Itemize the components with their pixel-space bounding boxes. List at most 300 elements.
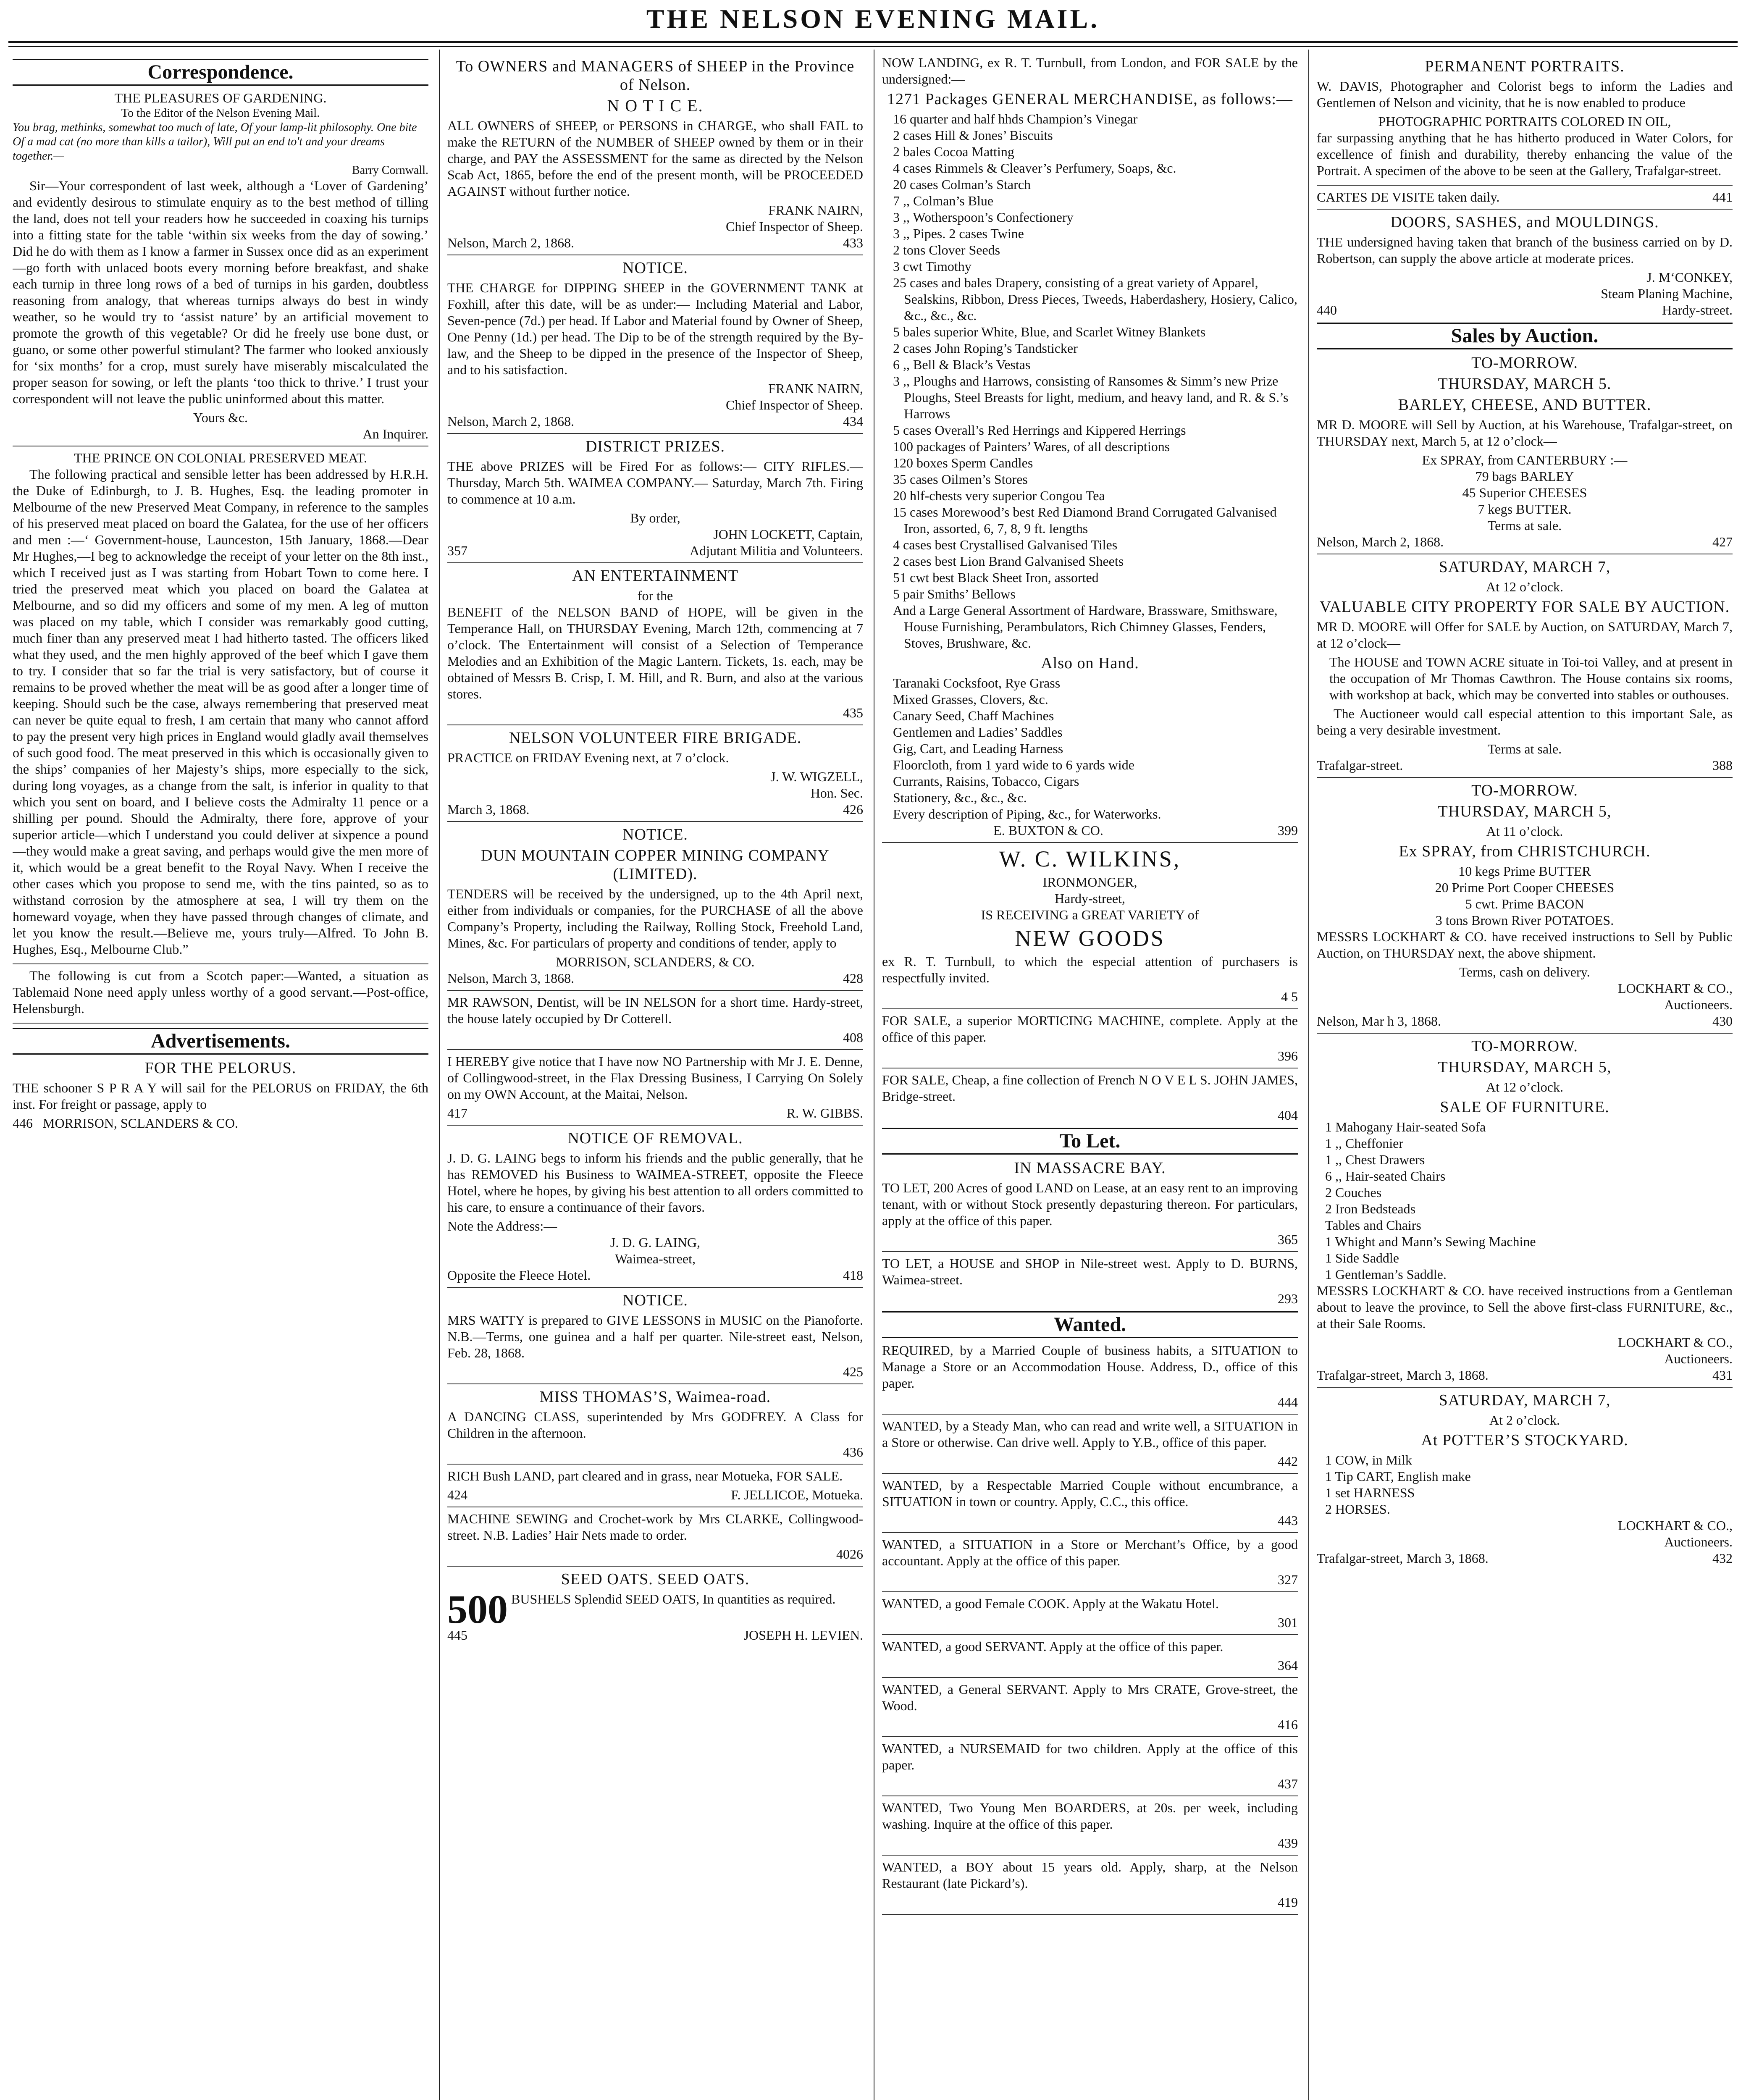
ad-signature: LOCKHART & CO., [1617, 981, 1733, 996]
ad-footer [447, 801, 863, 818]
dip-notice [447, 259, 863, 434]
gibbs-ad [447, 1053, 863, 1126]
list-item: 20 hlf-chests very superior Congou Tea [893, 488, 1105, 503]
auction-barley [1317, 354, 1733, 554]
wanted-ad [882, 1536, 1298, 1592]
ad-heading: DISTRICT PRIZES. [585, 438, 725, 455]
ad-body: I HEREBY give notice that I have now NO Partnership with Mr J. E. Denne, of Collingwood-street, in the Flax Dressing Business, I Carrying On Solely on my OWN Account, at the Maitai, Nelson. [447, 1054, 863, 1102]
ad-body: WANTED, a good Female COOK. Apply at the Wakatu Hotel. [882, 1596, 1219, 1611]
ad-number: 428 [843, 971, 863, 986]
ad-signature-title: Auctioneers. [1664, 997, 1733, 1012]
ad-signature: LOCKHART & CO., [1617, 1335, 1733, 1350]
entertainment-ad [447, 567, 863, 725]
ad-number: 439 [1278, 1835, 1298, 1851]
mortice-ad [882, 1013, 1298, 1068]
cartes-ad [1317, 189, 1733, 210]
list-item: 2 tons Clover Seeds [893, 242, 1000, 257]
doors-ad [1317, 213, 1733, 318]
list-item: 20 Prime Port Cooper CHEESES [1435, 880, 1615, 895]
list-item: 1 Whight and Mann’s Sewing Machine [1325, 1234, 1536, 1249]
ad-body: BUSHELS Splendid SEED OATS, In quantities as required. [511, 1591, 836, 1606]
article-title: THE PRINCE ON COLONIAL PRESERVED MEAT. [74, 450, 367, 465]
ad-order: By order, [630, 510, 680, 525]
list-item: 1 Side Saddle [1325, 1250, 1399, 1265]
bush-land-ad [447, 1468, 863, 1507]
ad-number: 4 5 [1281, 989, 1298, 1004]
ad-heading: SEED OATS. SEED OATS. [561, 1570, 750, 1588]
auction-terms: Terms, cash on delivery. [1459, 964, 1590, 979]
auction-body: MESSRS LOCKHART & CO. have received instructions from a Gentleman about to leave the province, to Sell the above first-class FURNITURE, &c., at their Sale Rooms. [1317, 1283, 1733, 1331]
also-list [882, 675, 1298, 822]
list-item: 1 ,, Cheffonier [1325, 1136, 1404, 1151]
column-4 [1317, 55, 1733, 2100]
ad-body-2: ex R. T. Turnbull, to which the especial attention of purchasers is respectfully invited. [882, 954, 1298, 985]
ad-number: 418 [843, 1268, 863, 1283]
ad-heading: W. C. WILKINS, [999, 846, 1181, 872]
ad-number: 364 [1278, 1658, 1298, 1673]
ad-body-2: far surpassing anything that he has hitherto produced in Water Colors, for excellence of finish and durability, thereby enhancing the value of the Portrait. A specimen of the above to be seen at the Gallery, Trafalgar-street. [1317, 130, 1733, 178]
ad-big-number: 500 [447, 1587, 508, 1632]
ad-body: WANTED, by a Steady Man, who can read and write well, a SITUATION in a Store or otherwise. Can drive well. Apply to Y.B., office of this paper. [882, 1418, 1298, 1450]
ad-body: THE undersigned having taken that branch of the business carried on by D. Robertson, can supply the above article at moderate prices. [1317, 234, 1733, 266]
ad-heading: NOTICE. [622, 1292, 688, 1309]
list-item: 1 set HARNESS [1325, 1485, 1415, 1500]
ad-signature: FRANK NAIRN, [768, 381, 863, 396]
ad-footer [447, 235, 863, 251]
ad-number: 444 [1278, 1394, 1298, 1410]
ad-signature: JOHN LOCKETT, Captain, [713, 527, 863, 542]
ad-body: WANTED, a SITUATION in a Store or Merchant’s Office, by a good accountant. Apply at the office of this paper. [882, 1537, 1298, 1568]
list-item: 35 cases Oilmen’s Stores [893, 472, 1028, 487]
list-item: 3 tons Brown River POTATOES. [1435, 913, 1614, 928]
auction-when: TO-MORROW. [1471, 1037, 1578, 1055]
ad-date: Nelson, Mar h 3, 1868. [1317, 1013, 1441, 1029]
list-item: 5 cases Overall’s Red Herrings and Kippered Herrings [893, 423, 1186, 438]
ad-heading: IN MASSACRE BAY. [1014, 1159, 1166, 1177]
list-item: 1 Mahogany Hair-seated Sofa [1325, 1119, 1486, 1134]
auction-body: MESSRS LOCKHART & CO. have received instructions to Sell by Public Auction, on THURSDAY next, the above shipment. [1317, 929, 1733, 961]
list-item: 15 cases Morewood’s best Red Diamond Brand Corrugated Galvanised Iron, assorted, 6, 7, 8, 9 ft. lengths [893, 504, 1277, 536]
ad-number: 442 [1278, 1454, 1298, 1469]
letter-closing: Yours &c. [193, 410, 248, 425]
ad-body: A DANCING CLASS, superintended by Mrs GODFREY. A Class for Children in the afternoon. [447, 1409, 863, 1441]
ad-number: 430 [1712, 1013, 1733, 1029]
letter-signature: An Inquirer. [362, 426, 428, 441]
ad-number: 440 [1317, 302, 1337, 318]
list-item: 3 ,, Wotherspoon’s Confectionery [893, 210, 1074, 225]
ad-number: 293 [1278, 1291, 1298, 1306]
list-item: Canary Seed, Chaff Machines [893, 708, 1054, 723]
list-item: 100 packages of Painters’ Wares, of all descriptions [893, 439, 1170, 454]
ad-footer [447, 1627, 863, 1643]
ad-body: MRS WATTY is prepared to GIVE LESSONS in MUSIC on the Pianoforte. N.B.—Terms, one guinea and a half per quarter. Nile-street east, Nelson, Feb. 28, 1868. [447, 1312, 863, 1360]
ad-address-label: Note the Address:— [447, 1218, 557, 1234]
ad-date: Nelson, March 2, 1868. [1317, 534, 1444, 549]
ad-date: Nelson, March 2, 1868. [447, 414, 575, 429]
ad-number: 424 [447, 1487, 467, 1502]
ad-body: THE CHARGE for DIPPING SHEEP in the GOVERNMENT TANK at Foxhill, after this date, will be as under:— Including Material and Labor, Seven-pence (7d.) per head. If Labor and Material found by Owner of Sheep, One Penny (1d.) per head. The Dip to be of the strength required by the By-law, and the Sheep to be dipped in the presence of the Inspector of Sheep, and to his satisfaction. [447, 280, 863, 377]
ad-highlight: NEW GOODS [1015, 926, 1165, 951]
sewing-ad [447, 1511, 863, 1567]
ad-body: FOR SALE, Cheap, a fine collection of French N O V E L S. JOHN JAMES, Bridge-street. [882, 1072, 1298, 1104]
ad-street: Hardy-street, [1055, 891, 1125, 906]
list-item: 2 cases John Roping’s Tandsticker [893, 341, 1078, 356]
ad-number: 431 [1712, 1368, 1733, 1383]
list-item: 2 Couches [1325, 1185, 1382, 1200]
auction-heading: BARLEY, CHEESE, AND BUTTER. [1398, 396, 1651, 414]
ad-signature-title: Steam Planing Machine, [1601, 286, 1733, 301]
ad-body: FOR SALE, a superior MORTICING MACHINE, complete. Apply at the office of this paper. [882, 1013, 1298, 1045]
shop-ad [882, 1255, 1298, 1307]
column-3 [882, 55, 1298, 2100]
scotch-text: The following is cut from a Scotch paper:—Wanted, a situation as Tablemaid None need apply unless worthy of a good servant.—Post-office, Helensburgh. [13, 968, 428, 1016]
letter-addressee: To the Editor of the Nelson Evening Mail. [121, 107, 320, 120]
ad-signature-title: Adjutant Militia and Volunteers. [690, 543, 863, 558]
wanted-ad [882, 1418, 1298, 1474]
ad-body: MACHINE SEWING and Crochet-work by Mrs CLARKE, Collingwood-street. N.B. Ladies’ Hair Nets made to order. [447, 1511, 863, 1543]
merchandise-list [882, 111, 1298, 651]
ad-footer [1317, 534, 1733, 550]
ad-body: WANTED, a General SERVANT. Apply to Mrs CRATE, Grove-street, the Wood. [882, 1682, 1298, 1713]
list-item: 6 ,, Bell & Black’s Vestas [893, 357, 1031, 372]
list-item: 10 kegs Prime BUTTER [1458, 864, 1591, 879]
auction-items [1317, 863, 1733, 929]
list-item: Stationery, &c., &c., &c. [893, 790, 1027, 805]
ad-signature: MORRISON, SCLANDERS & CO. [43, 1116, 238, 1131]
ad-signature: R. W. GIBBS. [786, 1105, 863, 1121]
list-item: 3 ,, Ploughs and Harrows, consisting of Ransomes & Simm’s new Prize Ploughs, Steel Breasts for light, medium, and heavy land, and R. & S.’s Harrows [893, 373, 1289, 421]
ad-number: 443 [1278, 1513, 1298, 1528]
list-item: 2 cases best Lion Brand Galvanised Sheets [893, 554, 1124, 569]
ad-heading: To OWNERS and MANAGERS of SHEEP in the Province of Nelson. [456, 58, 855, 94]
ad-intro: NOW LANDING, ex R. T. Turnbull, from London, and FOR SALE by the undersigned:— [882, 55, 1298, 87]
ad-signature: J. M‘CONKEY, [1646, 270, 1733, 285]
list-item: 4 cases Rimmels & Cleaver’s Perfumery, Soaps, &c. [893, 160, 1176, 176]
wanted-ad [882, 1477, 1298, 1533]
ad-number: 441 [1712, 189, 1733, 205]
auction-terms: Terms at sale. [1487, 741, 1562, 756]
ad-footer [447, 413, 863, 430]
ad-number: 425 [843, 1364, 863, 1379]
ad-number: 399 [1278, 823, 1298, 838]
masthead-rule [8, 41, 1738, 43]
ad-body: WANTED, by a Respectable Married Couple without encumbrance, a SITUATION in town or country. Apply, C.C., this office. [882, 1478, 1298, 1509]
list-item: Tables and Chairs [1325, 1218, 1421, 1233]
list-item: 51 cwt best Black Sheet Iron, assorted [893, 570, 1099, 585]
list-item: 7 ,, Colman’s Blue [893, 193, 994, 208]
auction-time: At 12 o’clock. [1486, 1079, 1563, 1095]
ad-body: TENDERS will be received by the undersigned, up to the 4th April next, either from individuals or companies, for the PURCHASE of all the above Company’s Property, including the Railway, Rolling Stock, Freehold Land, Mines, &c. For particulars of property and conditions of tender, apply to [447, 886, 863, 950]
auction-heading: Ex SPRAY, from CHRISTCHURCH. [1399, 843, 1651, 860]
wanted-ad [882, 1740, 1298, 1796]
ad-highlight: PHOTOGRAPHIC PORTRAITS COLORED IN OIL, [1378, 114, 1671, 129]
ad-date: Nelson, March 3, 1868. [447, 971, 575, 986]
ad-heading: NOTICE OF REMOVAL. [567, 1129, 743, 1147]
ad-footer [1317, 1013, 1733, 1029]
ad-number: 434 [843, 414, 863, 429]
ad-body: WANTED, a NURSEMAID for two children. Apply at the office of this paper. [882, 1741, 1298, 1772]
ad-signature: LOCKHART & CO., [1617, 1518, 1733, 1533]
auction-items [1317, 1119, 1733, 1283]
masthead-rule-thin [8, 46, 1738, 47]
ad-footer [1317, 1367, 1733, 1383]
ad-date: Trafalgar-street, March 3, 1868. [1317, 1551, 1489, 1566]
ad-body: CARTES DE VISITE taken daily. [1317, 189, 1500, 205]
list-item: 45 Superior CHEESES [1462, 485, 1587, 500]
auction-time: At 2 o’clock. [1489, 1412, 1560, 1428]
wanted-ad [882, 1342, 1298, 1415]
auction-body: MR D. MOORE will Sell by Auction, at his Warehouse, Trafalgar-street, on THURSDAY next, March 5, at 12 o’clock— [1317, 417, 1733, 449]
list-item: 2 Iron Bedsteads [1325, 1201, 1416, 1216]
auction-property [1317, 558, 1733, 778]
ad-signature: MORRISON, SCLANDERS, & CO. [556, 954, 755, 969]
ad-heading: PERMANENT PORTRAITS. [1425, 58, 1625, 75]
ad-number: 436 [843, 1444, 863, 1460]
auction-lot: The HOUSE and TOWN ACRE situate in Toi-toi Valley, and at present in the occupation of Mr Thomas Cawthron. The House contains six rooms, with workshop at back, which may be converted into stables or outhouses. [1329, 654, 1733, 702]
list-item: 5 bales superior White, Blue, and Scarlet Witney Blankets [893, 324, 1206, 339]
column-divider [439, 50, 440, 2100]
list-item: Every description of Piping, &c., for Waterworks. [893, 806, 1161, 822]
list-item: 3 cwt Timothy [893, 259, 971, 274]
list-item: Taranaki Cocksfoot, Rye Grass [893, 675, 1061, 690]
rawson-ad [447, 994, 863, 1050]
ad-subheading: Also on Hand. [1041, 654, 1139, 672]
fire-brigade-ad [447, 729, 863, 822]
ad-trade: IRONMONGER, [1042, 874, 1137, 890]
ad-number: 432 [1712, 1551, 1733, 1566]
ad-body: THE above PRIZES will be Fired For as follows:— CITY RIFLES.—Thursday, March 5th. WAIMEA COMPANY.— Saturday, March 7th. Firing to commence at 10 a.m. [447, 459, 863, 507]
ad-signature: E. BUXTON & CO. [993, 823, 1103, 838]
wanted-list [882, 1342, 1298, 1915]
auction-stockyard [1317, 1391, 1733, 1567]
ad-signature-title: Auctioneers. [1664, 1534, 1733, 1549]
auction-heading: SALE OF FURNITURE. [1440, 1098, 1609, 1116]
ad-signature: JOSEPH H. LEVIEN. [743, 1628, 863, 1643]
list-item: 5 pair Smiths’ Bellows [893, 586, 1016, 601]
ad-number: 446 [13, 1116, 33, 1131]
masthead: THE NELSON EVENING MAIL. [646, 4, 1100, 34]
ad-body: IS RECEIVING a GREAT VARIETY of [981, 907, 1199, 922]
ad-number: 419 [1278, 1895, 1298, 1910]
column-1 [13, 55, 428, 2100]
auction-time: At 12 o’clock. [1486, 579, 1563, 594]
ad-footer [447, 1267, 863, 1284]
section-heading: Wanted. [882, 1311, 1298, 1338]
auction-ex: Ex SPRAY, from CANTERBURY :— [1422, 452, 1628, 467]
ad-signature-title: Chief Inspector of Sheep. [725, 397, 863, 412]
ad-body: BENEFIT of the NELSON BAND of HOPE, will be given in the Temperance Hall, on THURSDAY Evening, March 12th, commencing at 7 o’clock. The Entertainment will consist of a Selection of Temperance Melodies and an Exhibition of the Magic Lantern. Tickets, 1s. each, may be obtained of Messrs B. Crisp, I. M. Hill, and R. Burn, and also at the various stores. [447, 604, 863, 701]
wanted-ad [882, 1638, 1298, 1678]
ad-number: 404 [1278, 1108, 1298, 1123]
auction-day: THURSDAY, MARCH 5. [1438, 375, 1612, 393]
auction-body: MR D. MOORE will Offer for SALE by Auction, on SATURDAY, March 7, at 12 o’clock— [1317, 619, 1733, 651]
ad-footer [882, 822, 1298, 839]
list-item: 25 cases and bales Drapery, consisting of a great variety of Apparel, Sealskins, Ribbon, Dress Pieces, Tweeds, Haberdashery, Hosiery, Calico, &c., &c., &c. [893, 275, 1297, 323]
wilkins-ad [882, 846, 1298, 1009]
ad-heading: FOR THE PELORUS. [144, 1059, 297, 1077]
ad-number: 4026 [836, 1546, 863, 1562]
ad-number: 396 [1278, 1048, 1298, 1063]
massacre-bay-ad [882, 1159, 1298, 1252]
ad-number: 427 [1712, 534, 1733, 549]
ad-heading: 1271 Packages GENERAL MERCHANDISE, as follows:— [887, 90, 1293, 108]
ad-signature: F. JELLICOE, Motueka. [731, 1487, 863, 1502]
watty-ad [447, 1291, 863, 1384]
ad-heading: AN ENTERTAINMENT [572, 567, 738, 585]
section-heading: Advertisements. [13, 1028, 428, 1055]
prizes-ad [447, 437, 863, 563]
auction-heading: At POTTER’S STOCKYARD. [1421, 1431, 1628, 1449]
pelorus-ad [13, 1059, 428, 1131]
list-item: 1 COW, in Milk [1325, 1452, 1412, 1467]
auction-items [1317, 1452, 1733, 1517]
ad-date: Nelson, March 2, 1868. [447, 235, 575, 250]
column-divider [1308, 50, 1309, 2100]
list-item: 2 HORSES. [1325, 1502, 1390, 1517]
wanted-ad [882, 1681, 1298, 1737]
wanted-ad [882, 1596, 1298, 1635]
column-2 [447, 55, 863, 2100]
auction-when: TO-MORROW. [1471, 354, 1578, 372]
list-item: Gig, Cart, and Leading Harness [893, 741, 1063, 756]
ad-number: 426 [843, 802, 863, 817]
thomas-ad [447, 1388, 863, 1465]
auction-time: At 11 o’clock. [1486, 824, 1563, 839]
list-item: 16 quarter and half hhds Champion’s Vinegar [893, 111, 1138, 126]
list-item: 7 kegs BUTTER. [1478, 501, 1572, 517]
ad-footer [1317, 189, 1733, 205]
ad-body: WANTED, Two Young Men BOARDERS, at 20s. per week, including washing. Inquire at the office of this paper. [882, 1800, 1298, 1832]
ad-body: TO LET, a HOUSE and SHOP in Nile-street west. Apply to D. BURNS, Waimea-street. [882, 1256, 1298, 1287]
auction-when: TO-MORROW. [1471, 782, 1578, 799]
ad-body: MR RAWSON, Dentist, will be IN NELSON for a short time. Hardy-street, the house lately occupied by Dr Cotterell. [447, 995, 863, 1026]
wanted-ad [882, 1800, 1298, 1856]
article-body: The following practical and sensible letter has been addressed by H.R.H. the Duke of Edinburgh, to J. B. Hughes, Esq. the leading promoter in Melbourne of the new Preserved Meat Company, in reference to the samples of his preserved meat placed on board the Galatea, for the use of her officers and men :—‘ Government-house, Launceston, 15th January, 1868.—Dear Mr Hughes,—I beg to acknowledge the receipt of your letter on the 8th inst., which I received just as I was starting from Hobart Town to come here. I tried the preserved meat which you placed on board the Galatea at Melbourne, and so did my officers and some of my men. A leg of mutton was placed on my table, which I consider was remarkably good cutting, much finer than any preserved meat I had hitherto tasted. The officers liked what they used, and the men highly approved of the beef which I gave them to try. I consider that so far the trial is very satisfactory, but of course it remains to be proved whether the meat will be as good after a longer time of keeping. Should such be the case, always remembering that preserved meat can never be quite equal to fresh, I am certain that many who cannot afford to pay the present very high prices in England would gladly avail themselves of such good food. The meat preserved in this which is occasionally given to the ships’ companies of her Majesty’s ships, more especially to the sick, during long voyages, as a change from the salt, is inferior in quality to that which you sent on board, and I believe costs the Admiralty 11 pence or a shilling per pound. Should the Admiralty, there fore, approve of your superior article—which I understand you could deliver at sixpence a pound—they would make a great saving, and perhaps would give the men more of it, which would be a great benefit to the Royal Navy. When I receive the other cases which you propose to send me, with the tins painted, so as to withstand corrosion by the atmosphere at sea, I will try them on the homeward voyage, when they have passed through changes of climate, and let you know the result.—Believe me, yours truly—Alfred. To John B. Hughes, Esq., Melbourne Club.” [13, 467, 428, 957]
dun-mountain-ad [447, 825, 863, 991]
ad-body: W. DAVIS, Photographer and Colorist begs to inform the Ladies and Gentlemen of Nelson and vicinity, that he is now enabled to produce [1317, 79, 1733, 110]
auction-furniture [1317, 1037, 1733, 1388]
ad-body: WANTED, a BOY about 15 years old. Apply, sharp, at the Nelson Restaurant (late Pickard’s). [882, 1859, 1298, 1891]
list-item: 1 ,, Chest Drawers [1325, 1152, 1425, 1167]
ad-subheading: for the [637, 588, 673, 603]
removal-ad [447, 1129, 863, 1288]
list-item: Gentlemen and Ladies’ Saddles [893, 724, 1063, 740]
ad-footer [1317, 757, 1733, 774]
ad-number: 416 [1278, 1717, 1298, 1732]
scotch-item [13, 968, 428, 1024]
ad-date: Trafalgar-street, March 3, 1868. [1317, 1368, 1489, 1383]
ad-location: Opposite the Fleece Hotel. [447, 1268, 591, 1283]
auction-day: THURSDAY, MARCH 5, [1438, 803, 1612, 820]
list-item: Floorcloth, from 1 yard wide to 6 yards wide [893, 757, 1134, 772]
poem-author: Barry Cornwall. [352, 164, 428, 177]
ad-footer [447, 543, 863, 559]
auction-items [1317, 468, 1733, 517]
ad-body: ALL OWNERS of SHEEP, or PERSONS in CHARGE, who shall FAIL to make the RETURN of the NUMBER of SHEEP owned by them or in their charge, and PAY the ASSESSMENT for the same as directed by the Nelson Scab Act, 1865, before the end of the present month, will be PROCEEDED AGAINST without further notice. [447, 118, 863, 199]
ad-subheading: N O T I C E. [607, 96, 704, 115]
ad-footer [1317, 302, 1733, 318]
section-heading: Correspondence. [13, 59, 428, 86]
novels-ad [882, 1072, 1298, 1124]
list-item: 1 Tip CART, English make [1325, 1469, 1471, 1484]
ad-signature-title: Hon. Sec. [810, 785, 863, 801]
ad-street: Hardy-street. [1662, 302, 1733, 318]
list-item: And a Large General Assortment of Hardware, Brassware, Smithsware, House Furnishing, Perambulators, Rich Chimney Glasses, Fenders, Stoves, Brushware, &c. [893, 603, 1278, 651]
ad-body: THE schooner S P R A Y will sail for the PELORUS on FRIDAY, the 6th inst. For freight or passage, apply to [13, 1080, 428, 1112]
ad-footer [13, 1115, 428, 1131]
letter-body: Sir—Your correspondent of last week, although a ‘Lover of Gardening’ and evidently desirous to stimulate enquiry as to the best method of tilling the land, does not tell your readers how he succeeded in coaxing his turnips into a fitting state for the table ‘within six weeks from the day of sowing.’ Did he do with them as I know a farmer in Sussex once did as an experiment—go forth with unlaced boots every morning before breakfast, and shake each turnip in three long rows of a bed of turnips in his garden, doubtless reasoning from analogy, that whereas turnips always do best in windy weather, so he would try to ‘assist nature’ by an artificial movement to promote the growth of this vegetable? Or did he freely use bone dust, or guano, or some other powerful stimulant? The farmer who looked anxiously for ‘six months’ for a crop, must surely have miserably miscalculated the proper season for sowing, or left the plants ‘too thick to thrive.’ I trust your correspondent will not leave the public uninformed about this matter. [13, 178, 428, 406]
poem: You brag, methinks, somewhat too much of late, Of your lamp-lit philosophy. One bite Of a mad cat (no more than kills a tailor), Will put an end to't and your dreams together.— [13, 121, 417, 163]
ad-signature: FRANK NAIRN, [768, 202, 863, 218]
ad-number: 408 [843, 1030, 863, 1045]
auction-note: The Auctioneer would call especial attention to this important Sale, as being a very desirable investment. [1317, 706, 1733, 738]
portraits-ad [1317, 57, 1733, 186]
ad-body: WANTED, a good SERVANT. Apply at the office of this paper. [882, 1639, 1224, 1654]
ad-footer [1317, 1550, 1733, 1567]
ad-heading: NELSON VOLUNTEER FIRE BRIGADE. [509, 729, 802, 747]
ad-signature-title: Chief Inspector of Sheep. [725, 219, 863, 234]
list-item: 1 Gentleman’s Saddle. [1325, 1267, 1447, 1282]
auction-day: SATURDAY, MARCH 7, [1439, 558, 1611, 576]
gardening-letter [13, 90, 428, 446]
ad-signature: J. W. WIGZELL, [770, 769, 863, 784]
list-item: Currants, Raisins, Tobacco, Cigars [893, 774, 1079, 789]
list-item: 3 ,, Pipes. 2 cases Twine [893, 226, 1024, 241]
section-heading: Sales by Auction. [1317, 323, 1733, 349]
list-item: Mixed Grasses, Clovers, &c. [893, 692, 1048, 707]
ad-heading: MISS THOMAS’S, Waimea-road. [539, 1388, 771, 1406]
ad-signature: J. D. G. LAING, [610, 1235, 701, 1250]
ad-number: 357 [447, 543, 467, 558]
auction-terms: Terms at sale. [1487, 518, 1562, 533]
ad-footer [447, 1487, 863, 1503]
list-item: 120 boxes Sperm Candles [893, 455, 1033, 470]
ad-body: TO LET, 200 Acres of good LAND on Lease, at an easy rent to an improving tenant, with or without Stock presently depasturing thereon. For particulars, apply at the office of this paper. [882, 1180, 1298, 1228]
ad-number: 327 [1278, 1572, 1298, 1587]
ad-subheading: DUN MOUNTAIN COPPER MINING COMPANY (LIMITED). [481, 847, 830, 883]
ad-body: REQUIRED, by a Married Couple of business habits, a SITUATION to Manage a Store or an Accommodation House. Address, D., office of this paper. [882, 1343, 1298, 1391]
ad-footer [447, 1105, 863, 1121]
auction-day: THURSDAY, MARCH 5, [1438, 1058, 1612, 1076]
ad-number: 435 [843, 705, 863, 720]
section-heading: To Let. [882, 1128, 1298, 1155]
ad-body: J. D. G. LAING begs to inform his friends and the public generally, that he has REMOVED his Business to WAIMEA-STREET, opposite the Fleece Hotel, where he hopes, by giving his best attention to all orders committed to his care, to ensure a continuance of their favors. [447, 1150, 863, 1215]
ad-date: March 3, 1868. [447, 802, 530, 817]
ad-number: 301 [1278, 1615, 1298, 1630]
ad-signature-title: Auctioneers. [1664, 1351, 1733, 1366]
ad-number: 388 [1712, 758, 1733, 773]
list-item: 79 bags BARLEY [1475, 469, 1574, 484]
auction-spray [1317, 781, 1733, 1034]
ad-heading: NOTICE. [622, 259, 688, 277]
ad-street: Waimea-street, [615, 1251, 696, 1266]
seed-oats-ad [447, 1570, 863, 1643]
buxton-ad [882, 55, 1298, 843]
ad-body: PRACTICE on FRIDAY Evening next, at 7 o’clock. [447, 750, 729, 765]
list-item: 4 cases best Crystallised Galvanised Tiles [893, 537, 1118, 552]
ad-street: Trafalgar-street. [1317, 758, 1403, 773]
ad-footer [447, 970, 863, 987]
ad-heading: DOORS, SASHES, and MOULDINGS. [1390, 213, 1659, 231]
ad-number: 445 [447, 1628, 467, 1643]
list-item: 6 ,, Hair-seated Chairs [1325, 1168, 1446, 1184]
prince-article [13, 450, 428, 964]
auction-day: SATURDAY, MARCH 7, [1439, 1391, 1611, 1409]
list-item: 20 cases Colman’s Starch [893, 177, 1031, 192]
ad-body: RICH Bush LAND, part cleared and in grass, near Motueka, FOR SALE. [447, 1468, 843, 1483]
ad-heading: NOTICE. [622, 826, 688, 843]
ad-number: 417 [447, 1105, 467, 1121]
